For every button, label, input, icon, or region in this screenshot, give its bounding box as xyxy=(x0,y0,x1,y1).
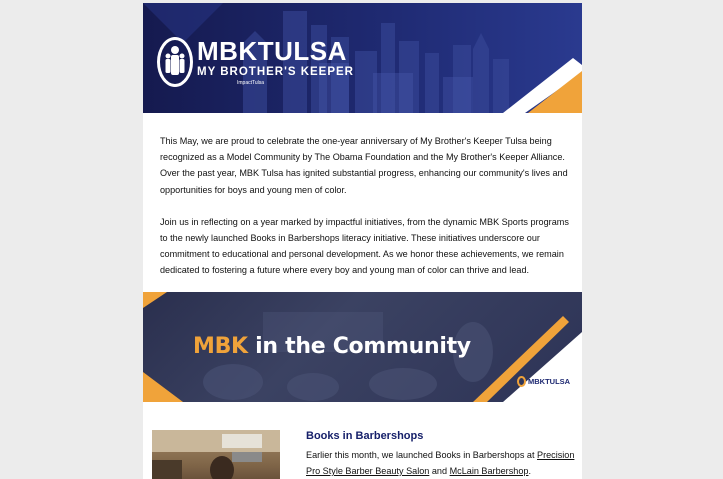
logo-subtitle: MY BROTHER'S KEEPER xyxy=(197,66,354,79)
email-body xyxy=(143,3,582,479)
intro-paragraph-2: Join us in reflecting on a year marked by impactful initiatives, from the dynamic MBK Sports programs to the newly launched Books in Barbershops literacy initiative. These initiatives underscore our commitment to educational and personal development. As we honor these achievements, we remain dedicated to fostering a future where every boy and young man of color can thrive and lead. xyxy=(160,216,569,276)
mini-logo xyxy=(517,376,570,387)
logo-title: MBKTULSA xyxy=(197,36,347,67)
link-mclain-barbershop[interactable]: McLain Barbershop xyxy=(449,466,529,476)
article-body xyxy=(306,447,576,479)
brothers-emblem-icon xyxy=(157,37,193,87)
mini-logo-emblem-icon xyxy=(517,376,526,387)
mini-logo-text: MBKTULSA xyxy=(528,377,571,386)
community-banner xyxy=(143,292,582,402)
intro-section xyxy=(160,133,570,295)
article-body-prefix: Earlier this month, we launched Books in Barbershops at xyxy=(306,450,538,460)
article-body-suffix: . xyxy=(528,466,531,476)
community-banner-title xyxy=(193,334,471,359)
barbershop-photo xyxy=(152,430,280,479)
community-title-rest: in the Community xyxy=(247,334,471,359)
article-body-mid: and xyxy=(429,466,450,476)
mbk-tulsa-logo[interactable] xyxy=(157,37,354,87)
hero-banner xyxy=(143,3,582,113)
community-title-accent: MBK xyxy=(193,334,248,359)
link-precision-pro-style[interactable]: Precision Pro Style Barber Beauty Salon xyxy=(306,450,575,476)
intro-paragraph-1: This May, we are proud to celebrate the one-year anniversary of My Brother's Keeper Tulsa being recognized as a Model Community by The Obama Foundation and the My Brother's Keeper Alliance. Over the past year, MBK Tulsa has ignited substantial progress, enhancing our community's lives and opportunities for boys and young men of color. xyxy=(160,136,568,195)
logo-tagline: ImpactTulsa xyxy=(237,79,265,86)
article-title: Books in Barbershops xyxy=(306,430,424,442)
